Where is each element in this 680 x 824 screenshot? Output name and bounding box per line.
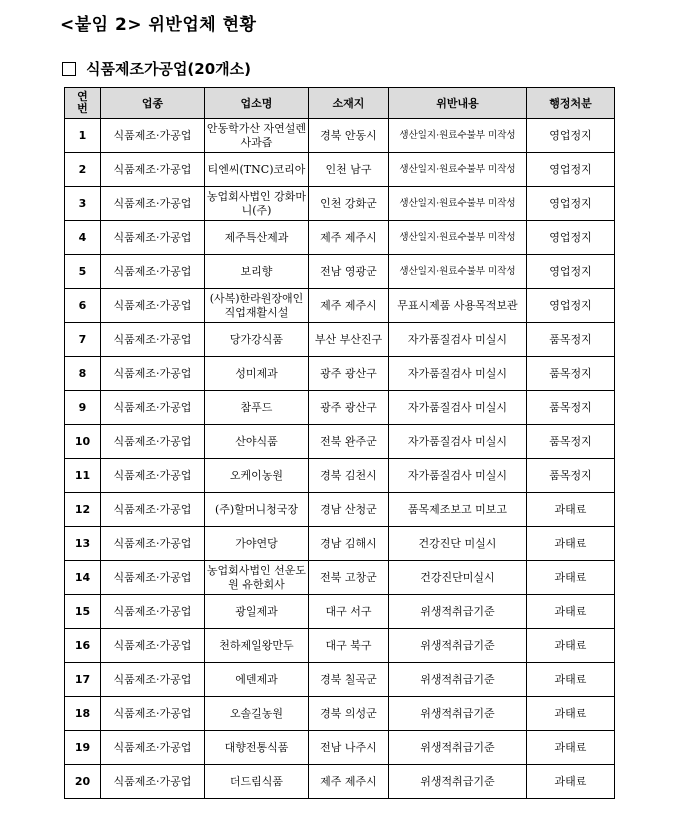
row-business-type: 식품제조·가공업 xyxy=(101,357,205,391)
row-business-name: 대향전통식품 xyxy=(205,731,309,765)
row-location: 인천 남구 xyxy=(309,153,389,187)
header-cell-location: 소재지 xyxy=(309,88,389,119)
row-action: 품목정지 xyxy=(527,323,615,357)
row-location: 전북 완주군 xyxy=(309,425,389,459)
table-row xyxy=(65,153,615,187)
row-action: 품목정지 xyxy=(527,391,615,425)
row-violation: 생산일지·원료수불부 미작성 xyxy=(389,153,527,187)
row-location: 부산 부산진구 xyxy=(309,323,389,357)
header-cell-name: 업소명 xyxy=(205,88,309,119)
row-violation: 자가품질검사 미실시 xyxy=(389,425,527,459)
row-business-name: 산야식품 xyxy=(205,425,309,459)
row-violation: 위생적취급기준 xyxy=(389,697,527,731)
row-number: 1 xyxy=(65,119,101,153)
row-action: 영업정지 xyxy=(527,289,615,323)
row-number: 13 xyxy=(65,527,101,561)
row-number: 6 xyxy=(65,289,101,323)
section-label: 식품제조가공업(20개소) xyxy=(86,60,251,78)
row-action: 영업정지 xyxy=(527,153,615,187)
row-action: 과태료 xyxy=(527,629,615,663)
row-business-name: 보리향 xyxy=(205,255,309,289)
row-action: 과태료 xyxy=(527,697,615,731)
table-row xyxy=(65,187,615,221)
row-location: 전남 영광군 xyxy=(309,255,389,289)
row-violation: 위생적취급기준 xyxy=(389,731,527,765)
table-row xyxy=(65,493,615,527)
row-violation: 위생적취급기준 xyxy=(389,629,527,663)
table-row xyxy=(65,561,615,595)
row-violation: 자가품질검사 미실시 xyxy=(389,323,527,357)
row-business-type: 식품제조·가공업 xyxy=(101,561,205,595)
row-business-name: (주)할머니청국장 xyxy=(205,493,309,527)
row-business-name: 오케이농원 xyxy=(205,459,309,493)
row-business-name: 에덴제과 xyxy=(205,663,309,697)
row-action: 품목정지 xyxy=(527,357,615,391)
page-title: <붙임 2> 위반업체 현황 xyxy=(60,15,257,35)
row-action: 과태료 xyxy=(527,527,615,561)
row-location: 제주 제주시 xyxy=(309,765,389,799)
row-business-name: 더드림식품 xyxy=(205,765,309,799)
row-action: 과태료 xyxy=(527,765,615,799)
header-cell-action: 행정처분 xyxy=(527,88,615,119)
row-violation: 위생적취급기준 xyxy=(389,595,527,629)
row-location: 전남 나주시 xyxy=(309,731,389,765)
row-number: 5 xyxy=(65,255,101,289)
table-row xyxy=(65,731,615,765)
header-cell-violation: 위반내용 xyxy=(389,88,527,119)
row-number: 15 xyxy=(65,595,101,629)
row-violation: 건강진단 미실시 xyxy=(389,527,527,561)
row-action: 과태료 xyxy=(527,663,615,697)
row-location: 광주 광산구 xyxy=(309,391,389,425)
table-row xyxy=(65,765,615,799)
row-location: 대구 서구 xyxy=(309,595,389,629)
row-violation: 품목제조보고 미보고 xyxy=(389,493,527,527)
row-violation: 건강진단미실시 xyxy=(389,561,527,595)
header-cell-type: 업종 xyxy=(101,88,205,119)
row-violation: 위생적취급기준 xyxy=(389,663,527,697)
row-business-name: 가야연당 xyxy=(205,527,309,561)
row-business-name: 농업회사법인 강화마니(주) xyxy=(205,187,309,221)
row-business-name: 당가강식품 xyxy=(205,323,309,357)
row-business-type: 식품제조·가공업 xyxy=(101,459,205,493)
row-location: 경북 칠곡군 xyxy=(309,663,389,697)
table-row xyxy=(65,221,615,255)
row-business-type: 식품제조·가공업 xyxy=(101,663,205,697)
row-business-type: 식품제조·가공업 xyxy=(101,425,205,459)
row-action: 과태료 xyxy=(527,561,615,595)
row-business-type: 식품제조·가공업 xyxy=(101,629,205,663)
row-number: 8 xyxy=(65,357,101,391)
table-row xyxy=(65,663,615,697)
row-business-type: 식품제조·가공업 xyxy=(101,221,205,255)
table-body xyxy=(65,119,615,799)
row-business-name: 오솔길농원 xyxy=(205,697,309,731)
row-business-type: 식품제조·가공업 xyxy=(101,527,205,561)
table-row xyxy=(65,255,615,289)
row-business-type: 식품제조·가공업 xyxy=(101,765,205,799)
row-business-type: 식품제조·가공업 xyxy=(101,391,205,425)
row-location: 경남 김해시 xyxy=(309,527,389,561)
row-business-name: 참푸드 xyxy=(205,391,309,425)
header-no-text: 연번 xyxy=(77,89,88,115)
table-header-row xyxy=(65,88,615,119)
row-business-type: 식품제조·가공업 xyxy=(101,289,205,323)
row-business-type: 식품제조·가공업 xyxy=(101,697,205,731)
table-row xyxy=(65,289,615,323)
row-action: 영업정지 xyxy=(527,119,615,153)
row-business-type: 식품제조·가공업 xyxy=(101,493,205,527)
row-number: 2 xyxy=(65,153,101,187)
row-location: 대구 북구 xyxy=(309,629,389,663)
row-business-name: 안동학가산 자연설렌 사과즙 xyxy=(205,119,309,153)
row-business-type: 식품제조·가공업 xyxy=(101,153,205,187)
table-row xyxy=(65,697,615,731)
row-number: 10 xyxy=(65,425,101,459)
row-business-type: 식품제조·가공업 xyxy=(101,595,205,629)
row-location: 경남 산청군 xyxy=(309,493,389,527)
table-row xyxy=(65,527,615,561)
table-row xyxy=(65,391,615,425)
row-action: 과태료 xyxy=(527,493,615,527)
row-violation: 생산일지·원료수불부 미작성 xyxy=(389,255,527,289)
row-violation: 자가품질검사 미실시 xyxy=(389,357,527,391)
row-business-type: 식품제조·가공업 xyxy=(101,731,205,765)
row-business-name: 제주특산제과 xyxy=(205,221,309,255)
header-cell-no xyxy=(65,88,101,119)
row-action: 영업정지 xyxy=(527,187,615,221)
row-number: 17 xyxy=(65,663,101,697)
row-action: 영업정지 xyxy=(527,255,615,289)
row-location: 전북 고창군 xyxy=(309,561,389,595)
table-row xyxy=(65,595,615,629)
row-location: 광주 광산구 xyxy=(309,357,389,391)
table-row xyxy=(65,425,615,459)
row-location: 제주 제주시 xyxy=(309,289,389,323)
row-location: 인천 강화군 xyxy=(309,187,389,221)
row-violation: 생산일지·원료수불부 미작성 xyxy=(389,119,527,153)
row-location: 제주 제주시 xyxy=(309,221,389,255)
row-business-type: 식품제조·가공업 xyxy=(101,255,205,289)
table-row xyxy=(65,629,615,663)
row-business-type: 식품제조·가공업 xyxy=(101,119,205,153)
violations-table xyxy=(64,87,615,799)
row-number: 19 xyxy=(65,731,101,765)
row-business-name: 성미제과 xyxy=(205,357,309,391)
row-action: 과태료 xyxy=(527,731,615,765)
row-business-name: 농업회사법인 선운도원 유한회사 xyxy=(205,561,309,595)
row-action: 품목정지 xyxy=(527,459,615,493)
row-violation: 위생적취급기준 xyxy=(389,765,527,799)
checkbox-icon xyxy=(62,62,76,76)
row-violation: 생산일지·원료수불부 미작성 xyxy=(389,221,527,255)
row-number: 14 xyxy=(65,561,101,595)
row-business-name: (사복)한라원장애인 직업재활시설 xyxy=(205,289,309,323)
row-business-name: 광일제과 xyxy=(205,595,309,629)
row-action: 과태료 xyxy=(527,595,615,629)
row-violation: 자가품질검사 미실시 xyxy=(389,391,527,425)
row-business-type: 식품제조·가공업 xyxy=(101,323,205,357)
table-row xyxy=(65,459,615,493)
row-action: 영업정지 xyxy=(527,221,615,255)
row-location: 경북 김천시 xyxy=(309,459,389,493)
row-number: 4 xyxy=(65,221,101,255)
row-location: 경북 의성군 xyxy=(309,697,389,731)
row-number: 3 xyxy=(65,187,101,221)
row-business-type: 식품제조·가공업 xyxy=(101,187,205,221)
row-number: 7 xyxy=(65,323,101,357)
section-heading xyxy=(62,58,251,79)
row-business-name: 천하제일왕만두 xyxy=(205,629,309,663)
row-business-name: 티엔씨(TNC)코리아 xyxy=(205,153,309,187)
row-number: 12 xyxy=(65,493,101,527)
row-violation: 생산일지·원료수불부 미작성 xyxy=(389,187,527,221)
row-location: 경북 안동시 xyxy=(309,119,389,153)
row-number: 16 xyxy=(65,629,101,663)
table-row xyxy=(65,119,615,153)
row-number: 11 xyxy=(65,459,101,493)
row-number: 18 xyxy=(65,697,101,731)
table-row xyxy=(65,323,615,357)
row-number: 9 xyxy=(65,391,101,425)
row-violation: 무표시제품 사용목적보관 xyxy=(389,289,527,323)
table-row xyxy=(65,357,615,391)
row-violation: 자가품질검사 미실시 xyxy=(389,459,527,493)
row-action: 품목정지 xyxy=(527,425,615,459)
row-number: 20 xyxy=(65,765,101,799)
